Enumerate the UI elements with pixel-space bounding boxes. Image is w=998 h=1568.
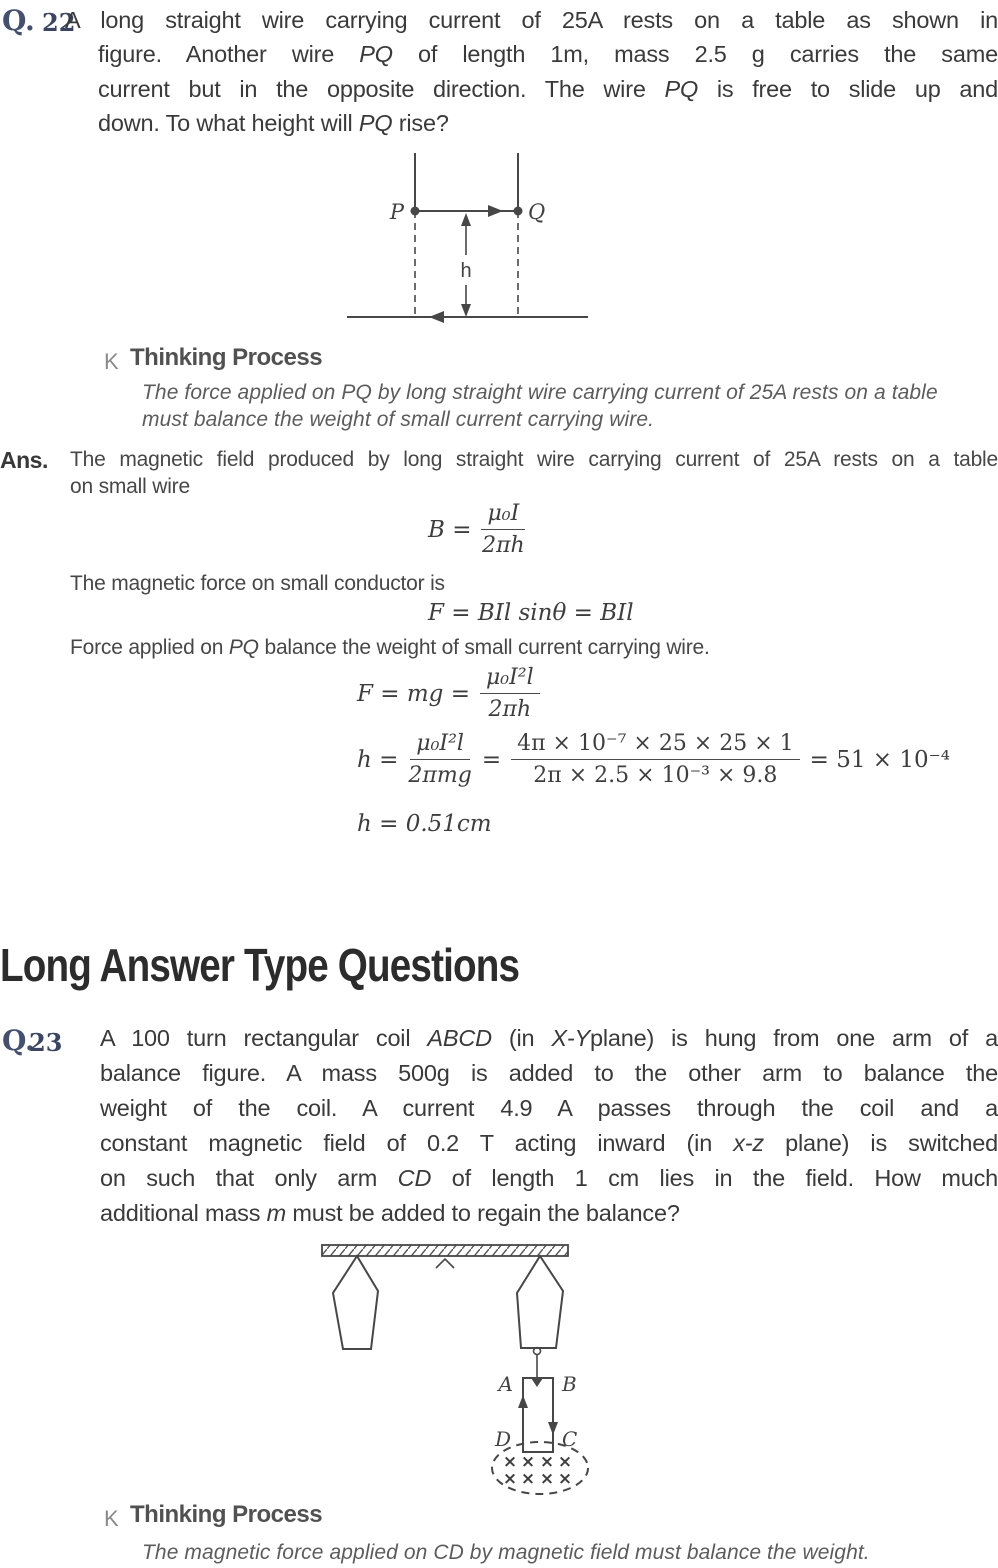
field-into-page-cross: × [539,1469,555,1489]
text-segment: A 100 turn rectangular coil [100,1025,428,1051]
thinking-process-icon: K [104,349,119,374]
equation-lhs: F = mg = [357,680,470,707]
fraction-denominator: 2πmg [408,763,472,788]
fraction-denominator: 2π × 2.5 × 10⁻³ × 9.8 [533,763,778,788]
equation-lhs: h = [357,746,399,773]
field-into-page-cross: × [557,1452,573,1472]
string-attachment [531,1378,543,1387]
equation-text: F = BIl sinθ = BIl [428,600,634,626]
text-segment: A long straight wire carrying current of 25A rests on a table as shown in [65,7,998,33]
thinking-process-title: Thinking Process [130,1501,323,1528]
point-p-dot [411,207,420,216]
text-segment: PQ [228,636,259,659]
field-into-page-cross: × [557,1469,573,1489]
field-into-page-cross: × [520,1469,536,1489]
equation-result: = 51 × 10⁻⁴ [809,746,951,773]
fraction-numerator: μ₀I²l [410,731,470,760]
text-segment: current but in the opposite direction. The wire [98,76,665,102]
answer-text-line [70,634,998,661]
section-heading: Long Answer Type Questions [0,939,520,991]
height-arrowhead-up [461,213,471,226]
question-23-line [100,1021,998,1055]
question-23-line [100,1196,998,1230]
text-segment: x-z [733,1130,764,1156]
equation-force [428,600,634,626]
text-segment: PQ [358,110,393,136]
text-segment: m [266,1200,287,1226]
current-arrow-up [518,1395,528,1408]
text-segment: rise? [392,110,449,136]
thinking-process-text: must balance the weight of small current carrying wire. [142,408,655,431]
thinking-process-title: Thinking Process [130,344,323,371]
fraction-numerator: μ₀I²l [480,665,540,694]
answer-text-line: The magnetic field produced by long straight wire carrying current of 25A rests on a table [70,448,998,471]
field-into-page-cross: × [539,1452,555,1472]
text-segment: additional mass [100,1200,267,1226]
answer-label: Ans. [0,447,48,473]
field-into-page-cross: × [502,1469,518,1489]
fraction [481,501,525,558]
question-23-marker: Q. [2,1024,35,1057]
answer-text-line: The magnetic force on small conductor is [70,572,445,595]
question-22-number: 22 [42,8,76,37]
question-22-marker: Q. [2,4,35,37]
fraction-numerator: μ₀I [481,501,525,530]
text-segment: down. To what height will [98,110,359,136]
field-into-page-cross: × [520,1452,536,1472]
current-arrow-left [429,311,444,323]
text-segment: (in [491,1025,552,1051]
fraction-denominator: 2πh [482,533,525,558]
text-segment: must be added to regain the balance? [286,1200,680,1226]
text-segment: balance the weight of small current carrying wire. [258,636,710,659]
equals-sign: = [481,746,502,773]
text-segment: Force applied on [70,636,229,659]
balance-beam [322,1245,568,1256]
thinking-process-text: The force applied on PQ by long straight wire carrying current of 25A rests on a table [142,381,938,404]
fraction [480,665,540,722]
height-arrowhead-down [461,304,471,317]
question-22-line [98,72,998,106]
equation-magnetic-field [428,501,529,558]
text-segment: ABCD [427,1025,492,1051]
fraction-denominator: 2πh [488,697,532,722]
answer-text-line: on small wire [70,475,190,498]
text-segment: PQ [664,76,699,102]
fraction [408,731,471,788]
text-segment: X-Y [551,1025,590,1051]
fraction-numerator: 4π × 10⁻⁷ × 25 × 25 × 1 [511,731,800,760]
question-23-line [100,1161,998,1195]
text-segment: plane) is switched [763,1130,998,1156]
label-q: Q [528,200,546,224]
question-23-line [100,1126,998,1160]
question-22-line [98,106,998,140]
label-b: B [562,1372,577,1396]
text-segment: of length 1m, mass 2.5 g carries the same [392,41,998,67]
equation-height-result [357,811,492,837]
label-a: A [498,1372,513,1396]
thinking-process-icon: K [104,1506,119,1531]
question-23-number: 23 [29,1028,63,1057]
field-into-page-cross: × [502,1452,518,1472]
fraction [511,731,800,788]
question-22-line [65,3,998,37]
text-segment: is free to slide up and [698,76,998,102]
question-22-line [98,37,998,71]
label-p: P [389,200,404,224]
text-segment: PQ [359,41,393,67]
equation-height [357,731,950,788]
text-segment: balance figure. A mass 500g is added to the other arm to balance the [100,1060,998,1086]
figure-q23-balance-coil [300,1238,600,1500]
current-arrow-down [548,1422,558,1435]
label-c: C [562,1427,578,1451]
label-h: h [460,260,472,282]
pivot-mark [436,1259,454,1268]
equation-text: h = 0.51cm [357,811,492,837]
equation-force-weight [357,665,544,722]
current-arrow-right [488,205,503,217]
left-pan [333,1256,378,1349]
text-segment: CD [397,1165,432,1191]
text-segment: weight of the coil. A current 4.9 A passes through the coil and a [100,1095,998,1121]
right-pan [517,1256,563,1348]
thinking-process-text: The magnetic force applied on CD by magnetic field must balance the weight. [142,1541,870,1564]
text-segment: constant magnetic field of 0.2 T acting inward (in [100,1130,734,1156]
question-23-line [100,1091,998,1125]
equation-lhs: B = [428,516,472,543]
text-segment: plane) is hung from one arm of a [590,1025,998,1051]
text-segment: on such that only arm [100,1165,398,1191]
point-q-dot [514,207,523,216]
label-d: D [494,1427,511,1451]
question-23-line [100,1056,998,1090]
figure-q22-sliding-wire [330,145,610,330]
coil-abcd [523,1378,553,1452]
text-segment: figure. Another wire [98,41,360,67]
text-segment: of length 1 cm lies in the field. How much [431,1165,998,1191]
